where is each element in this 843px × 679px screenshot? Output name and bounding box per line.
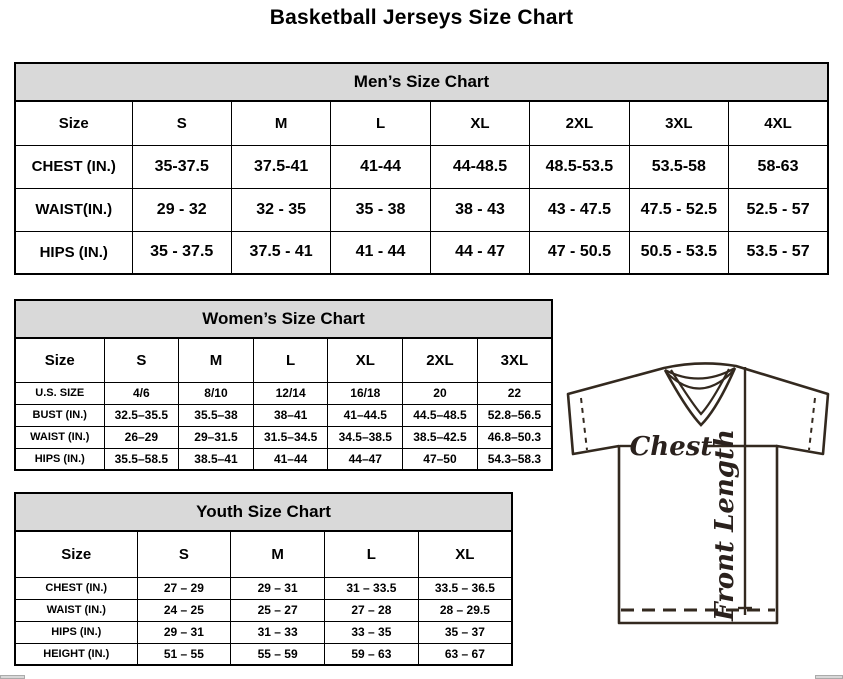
mens-header-2xl: 2XL	[530, 101, 629, 145]
mens-header-s: S	[132, 101, 231, 145]
table-cell: 44.5–48.5	[403, 404, 478, 426]
table-cell: 44-48.5	[430, 145, 529, 188]
table-cell: 43 - 47.5	[530, 188, 629, 231]
table-cell: 31.5–34.5	[253, 426, 328, 448]
womens-ussize-row	[15, 382, 552, 404]
youth-height-row	[15, 643, 512, 665]
womens-hips-row	[15, 448, 552, 470]
table-cell: 47 - 50.5	[530, 231, 629, 274]
table-cell: 52.5 - 57	[729, 188, 828, 231]
womens-header-size: Size	[15, 338, 104, 382]
table-cell: 47.5 - 52.5	[629, 188, 728, 231]
row-label: CHEST (IN.)	[15, 577, 137, 599]
table-cell: 37.5-41	[231, 145, 330, 188]
table-cell: 26–29	[104, 426, 179, 448]
table-cell: 52.8–56.5	[477, 404, 552, 426]
table-cell: 8/10	[179, 382, 254, 404]
womens-table-caption-row	[15, 300, 552, 338]
row-label: HEIGHT (IN.)	[15, 643, 137, 665]
table-cell: 41–44.5	[328, 404, 403, 426]
youth-header-size: Size	[15, 531, 137, 577]
page-title: Basketball Jerseys Size Chart	[269, 6, 574, 29]
youth-hips-row	[15, 621, 512, 643]
table-cell: 47–50	[403, 448, 478, 470]
table-cell: 34.5–38.5	[328, 426, 403, 448]
mens-header-size: Size	[15, 101, 132, 145]
table-cell: 41-44	[331, 145, 430, 188]
table-cell: 20	[403, 382, 478, 404]
table-cell: 38.5–41	[179, 448, 254, 470]
table-cell: 32 - 35	[231, 188, 330, 231]
mens-size-table	[14, 62, 829, 275]
table-cell: 16/18	[328, 382, 403, 404]
table-cell: 35-37.5	[132, 145, 231, 188]
table-cell: 31 – 33.5	[325, 577, 419, 599]
table-cell: 29 - 32	[132, 188, 231, 231]
womens-chart-title: Women’s Size Chart	[15, 300, 552, 338]
womens-waist-row	[15, 426, 552, 448]
jersey-diagram	[556, 357, 841, 629]
table-cell: 53.5-58	[629, 145, 728, 188]
table-cell: 27 – 28	[325, 599, 419, 621]
chest-label: Chest	[629, 432, 713, 462]
table-cell: 29 – 31	[231, 577, 325, 599]
row-label: WAIST (IN.)	[15, 599, 137, 621]
mens-table-caption-row	[15, 63, 828, 101]
table-cell: 37.5 - 41	[231, 231, 330, 274]
table-cell: 58-63	[729, 145, 828, 188]
row-label: HIPS (IN.)	[15, 448, 104, 470]
table-cell: 44–47	[328, 448, 403, 470]
table-cell: 54.3–58.3	[477, 448, 552, 470]
table-cell: 29 – 31	[137, 621, 231, 643]
table-cell: 63 – 67	[418, 643, 512, 665]
youth-chest-row	[15, 577, 512, 599]
womens-header-2xl: 2XL	[403, 338, 478, 382]
table-cell: 51 – 55	[137, 643, 231, 665]
table-cell: 35.5–38	[179, 404, 254, 426]
womens-header-l: L	[253, 338, 328, 382]
jersey-outline	[568, 363, 828, 623]
youth-table-caption-row	[15, 493, 512, 531]
table-cell: 22	[477, 382, 552, 404]
table-cell: 50.5 - 53.5	[629, 231, 728, 274]
row-label: U.S. SIZE	[15, 382, 104, 404]
table-cell: 44 - 47	[430, 231, 529, 274]
row-label: WAIST(IN.)	[15, 188, 132, 231]
mens-hips-row	[15, 231, 828, 274]
row-label: CHEST (IN.)	[15, 145, 132, 188]
womens-header-s: S	[104, 338, 179, 382]
mens-header-l: L	[331, 101, 430, 145]
youth-chart-title: Youth Size Chart	[15, 493, 512, 531]
youth-waist-row	[15, 599, 512, 621]
table-cell: 41–44	[253, 448, 328, 470]
youth-header-s: S	[137, 531, 231, 577]
table-cell: 53.5 - 57	[729, 231, 828, 274]
womens-header-m: M	[179, 338, 254, 382]
table-cell: 59 – 63	[325, 643, 419, 665]
youth-size-table	[14, 492, 513, 666]
horizontal-scrollbar-fragment-left[interactable]	[0, 675, 25, 679]
table-cell: 35.5–58.5	[104, 448, 179, 470]
mens-header-xl: XL	[430, 101, 529, 145]
mens-header-4xl: 4XL	[729, 101, 828, 145]
table-cell: 38.5–42.5	[403, 426, 478, 448]
row-label: WAIST (IN.)	[15, 426, 104, 448]
womens-header-3xl: 3XL	[477, 338, 552, 382]
table-cell: 55 – 59	[231, 643, 325, 665]
womens-header-row	[15, 338, 552, 382]
table-cell: 46.8–50.3	[477, 426, 552, 448]
table-cell: 35 - 38	[331, 188, 430, 231]
row-label: HIPS (IN.)	[15, 231, 132, 274]
mens-waist-row	[15, 188, 828, 231]
table-cell: 33.5 – 36.5	[418, 577, 512, 599]
youth-header-xl: XL	[418, 531, 512, 577]
youth-header-m: M	[231, 531, 325, 577]
table-cell: 12/14	[253, 382, 328, 404]
mens-header-row	[15, 101, 828, 145]
table-cell: 25 – 27	[231, 599, 325, 621]
table-cell: 38–41	[253, 404, 328, 426]
table-cell: 33 – 35	[325, 621, 419, 643]
table-cell: 48.5-53.5	[530, 145, 629, 188]
womens-bust-row	[15, 404, 552, 426]
table-cell: 31 – 33	[231, 621, 325, 643]
horizontal-scrollbar-fragment-right[interactable]	[815, 675, 843, 679]
youth-header-row	[15, 531, 512, 577]
mens-header-m: M	[231, 101, 330, 145]
youth-header-l: L	[325, 531, 419, 577]
table-cell: 38 - 43	[430, 188, 529, 231]
mens-chart-title: Men’s Size Chart	[15, 63, 828, 101]
table-cell: 28 – 29.5	[418, 599, 512, 621]
front-length-label: Front Length	[710, 429, 740, 621]
table-cell: 27 – 29	[137, 577, 231, 599]
jersey-icon	[556, 357, 841, 629]
table-cell: 35 - 37.5	[132, 231, 231, 274]
table-cell: 4/6	[104, 382, 179, 404]
womens-header-xl: XL	[328, 338, 403, 382]
table-cell: 35 – 37	[418, 621, 512, 643]
mens-chest-row	[15, 145, 828, 188]
row-label: BUST (IN.)	[15, 404, 104, 426]
table-cell: 32.5–35.5	[104, 404, 179, 426]
row-label: HIPS (IN.)	[15, 621, 137, 643]
womens-size-table	[14, 299, 553, 471]
mens-header-3xl: 3XL	[629, 101, 728, 145]
table-cell: 41 - 44	[331, 231, 430, 274]
table-cell: 24 – 25	[137, 599, 231, 621]
table-cell: 29–31.5	[179, 426, 254, 448]
